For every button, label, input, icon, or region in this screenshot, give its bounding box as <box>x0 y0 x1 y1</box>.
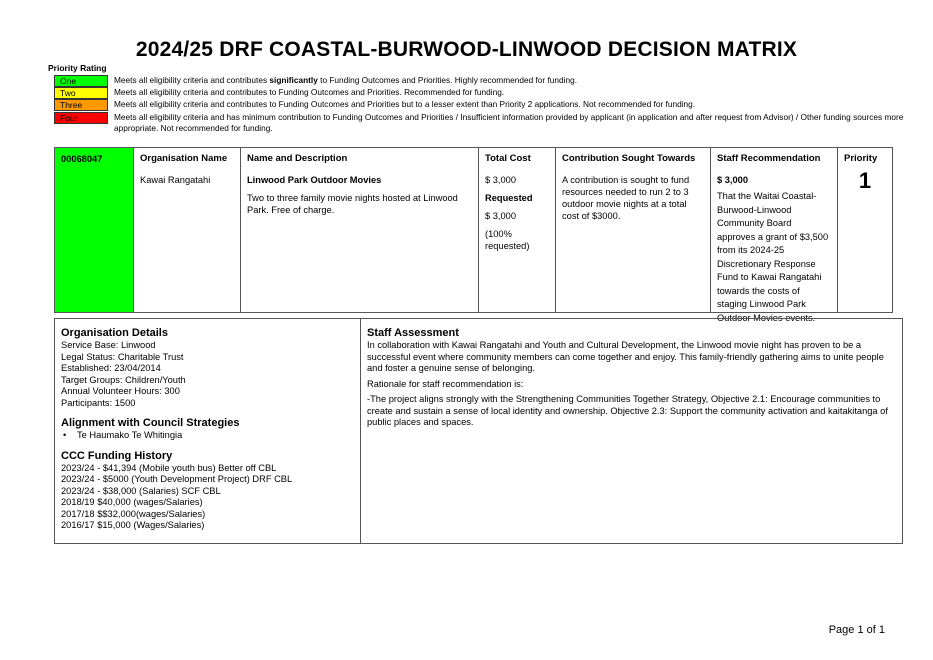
requested-percent: (100% requested) <box>485 229 530 251</box>
requested-label: Requested <box>485 193 533 203</box>
priority-swatch-three: Three <box>54 99 108 111</box>
staff-recommendation-header: Staff Recommendation <box>717 153 821 164</box>
org-detail-line: Participants: 1500 <box>61 397 136 408</box>
priority-value: 1 <box>858 168 872 193</box>
org-name: Kawai Rangatahi <box>140 175 211 185</box>
page-number: Page 1 of 1 <box>828 624 885 636</box>
name-description-cell <box>241 148 479 313</box>
org-name-cell <box>134 148 241 313</box>
staff-recommendation-text: That the Waitai Coastal-Burwood-Linwood Community Board approves a grant of $3,500 from its 2024-25 Discretionary Response Fund to Kawai Rangatahi towards the costs of staging Linwood Park Outdoor Movies events. <box>717 191 829 323</box>
staff-amount: $ 3,000 <box>717 175 749 185</box>
alignment-heading: Alignment with Council Strategies <box>61 417 240 429</box>
priority-header: Priority <box>844 153 878 164</box>
priority-rating-heading: Priority Rating <box>48 63 107 73</box>
staff-assessment-paragraph: -The project aligns strongly with the Strengthening Communities Together Strategy, Objective 2.1: Encourage communities to create and sustain a sense of local identity and ownership. Objective 2.3: Support the community activation and kaitakitanga of public places and spaces. <box>367 394 888 427</box>
priority-row-three <box>54 99 874 111</box>
project-description: Two to three family movie nights hosted at Linwood Park. Free of charge. <box>247 193 458 215</box>
org-detail-line: Established: 23/04/2014 <box>61 363 161 373</box>
org-detail-line: Service Base: Linwood <box>61 340 156 350</box>
requested-amount: $ 3,000 <box>485 211 517 221</box>
priority-swatch-one: One <box>54 75 108 87</box>
priority-row-four <box>54 112 904 136</box>
page-title: 2024/25 DRF COASTAL-BURWOOD-LINWOOD DECISION MATRIX <box>135 38 798 61</box>
priority-row-two <box>54 87 874 99</box>
details-section <box>54 318 903 544</box>
priority-desc-four: Meets all eligibility criteria and has minimum contribution to Funding Outcomes and Priorities / Insufficient information provided by applicant (in application and after request from Advisor) / Other funding sources more appropriate. Not recommended for funding. <box>114 112 904 133</box>
org-detail-line: Legal Status: Charitable Trust <box>61 351 184 362</box>
project-name: Linwood Park Outdoor Movies <box>247 175 382 185</box>
application-id: 00068047 <box>61 154 103 164</box>
contribution-text: A contribution is sought to fund resources needed to run 2 to 3 outdoor movie nights at a total cost of $3000. <box>562 175 690 221</box>
total-cost-cell <box>479 148 556 313</box>
funding-history-line: 2018/19 $40,000 (wages/Salaries) <box>61 497 203 507</box>
priority-cell <box>838 148 893 313</box>
application-id-cell <box>55 148 134 313</box>
staff-assessment-heading: Staff Assessment <box>367 327 459 339</box>
priority-row-one <box>54 75 874 87</box>
total-cost: $ 3,000 <box>485 175 517 185</box>
funding-history-line: 2023/24 - $38,000 (Salaries) SCF CBL <box>61 485 221 496</box>
org-details-heading: Organisation Details <box>61 327 168 339</box>
staff-assessment-paragraph: In collaboration with Kawai Rangatahi and Youth and Cultural Development, the Linwood movie night has proven to be a successful event where community members can come together and enjoy. This family-friendly gathering aims to unite people and foster a genuine sense of belonging. <box>367 340 884 373</box>
priority-swatch-two: Two <box>54 87 108 99</box>
org-detail-line: Annual Volunteer Hours: 300 <box>61 386 180 396</box>
staff-assessment-paragraph: Rationale for staff recommendation is: <box>367 378 524 389</box>
contribution-header: Contribution Sought Towards <box>562 153 696 164</box>
table-row <box>55 148 893 313</box>
priority-swatch-four: Four <box>54 112 108 124</box>
priority-desc-three: Meets all eligibility criteria and contributes to Funding Outcomes and Priorities but to a lesser extent than Priority 2 applications. Not recommended for funding. <box>114 99 696 109</box>
funding-history-heading: CCC Funding History <box>61 449 173 462</box>
priority-desc-one: Meets all eligibility criteria and contributes significantly to Funding Outcomes and Priorities. Highly recommended for funding. <box>114 75 578 85</box>
staff-assessment-panel <box>361 319 902 441</box>
org-details-panel <box>55 319 361 543</box>
alignment-item: • Te Haumako Te Whitingia <box>61 430 354 442</box>
priority-desc-two: Meets all eligibility criteria and contributes to Funding Outcomes and Priorities. Recommended for funding. <box>114 87 505 97</box>
org-name-header: Organisation Name <box>140 153 228 164</box>
staff-recommendation-cell <box>711 148 838 323</box>
funding-history-line: 2023/24 - $5000 (Youth Development Project) DRF CBL <box>61 474 293 484</box>
funding-history-line: 2017/18 $$32,000(wages/Salaries) <box>61 508 206 519</box>
total-cost-header: Total Cost <box>485 153 531 164</box>
contribution-cell <box>556 148 711 313</box>
decision-matrix-table <box>54 147 893 323</box>
name-description-header: Name and Description <box>247 153 348 164</box>
org-detail-line: Target Groups: Children/Youth <box>61 374 186 385</box>
funding-history-line: 2023/24 - $41,394 (Mobile youth bus) Better off CBL <box>61 462 277 473</box>
funding-history-line: 2016/17 $15,000 (Wages/Salaries) <box>61 520 205 530</box>
